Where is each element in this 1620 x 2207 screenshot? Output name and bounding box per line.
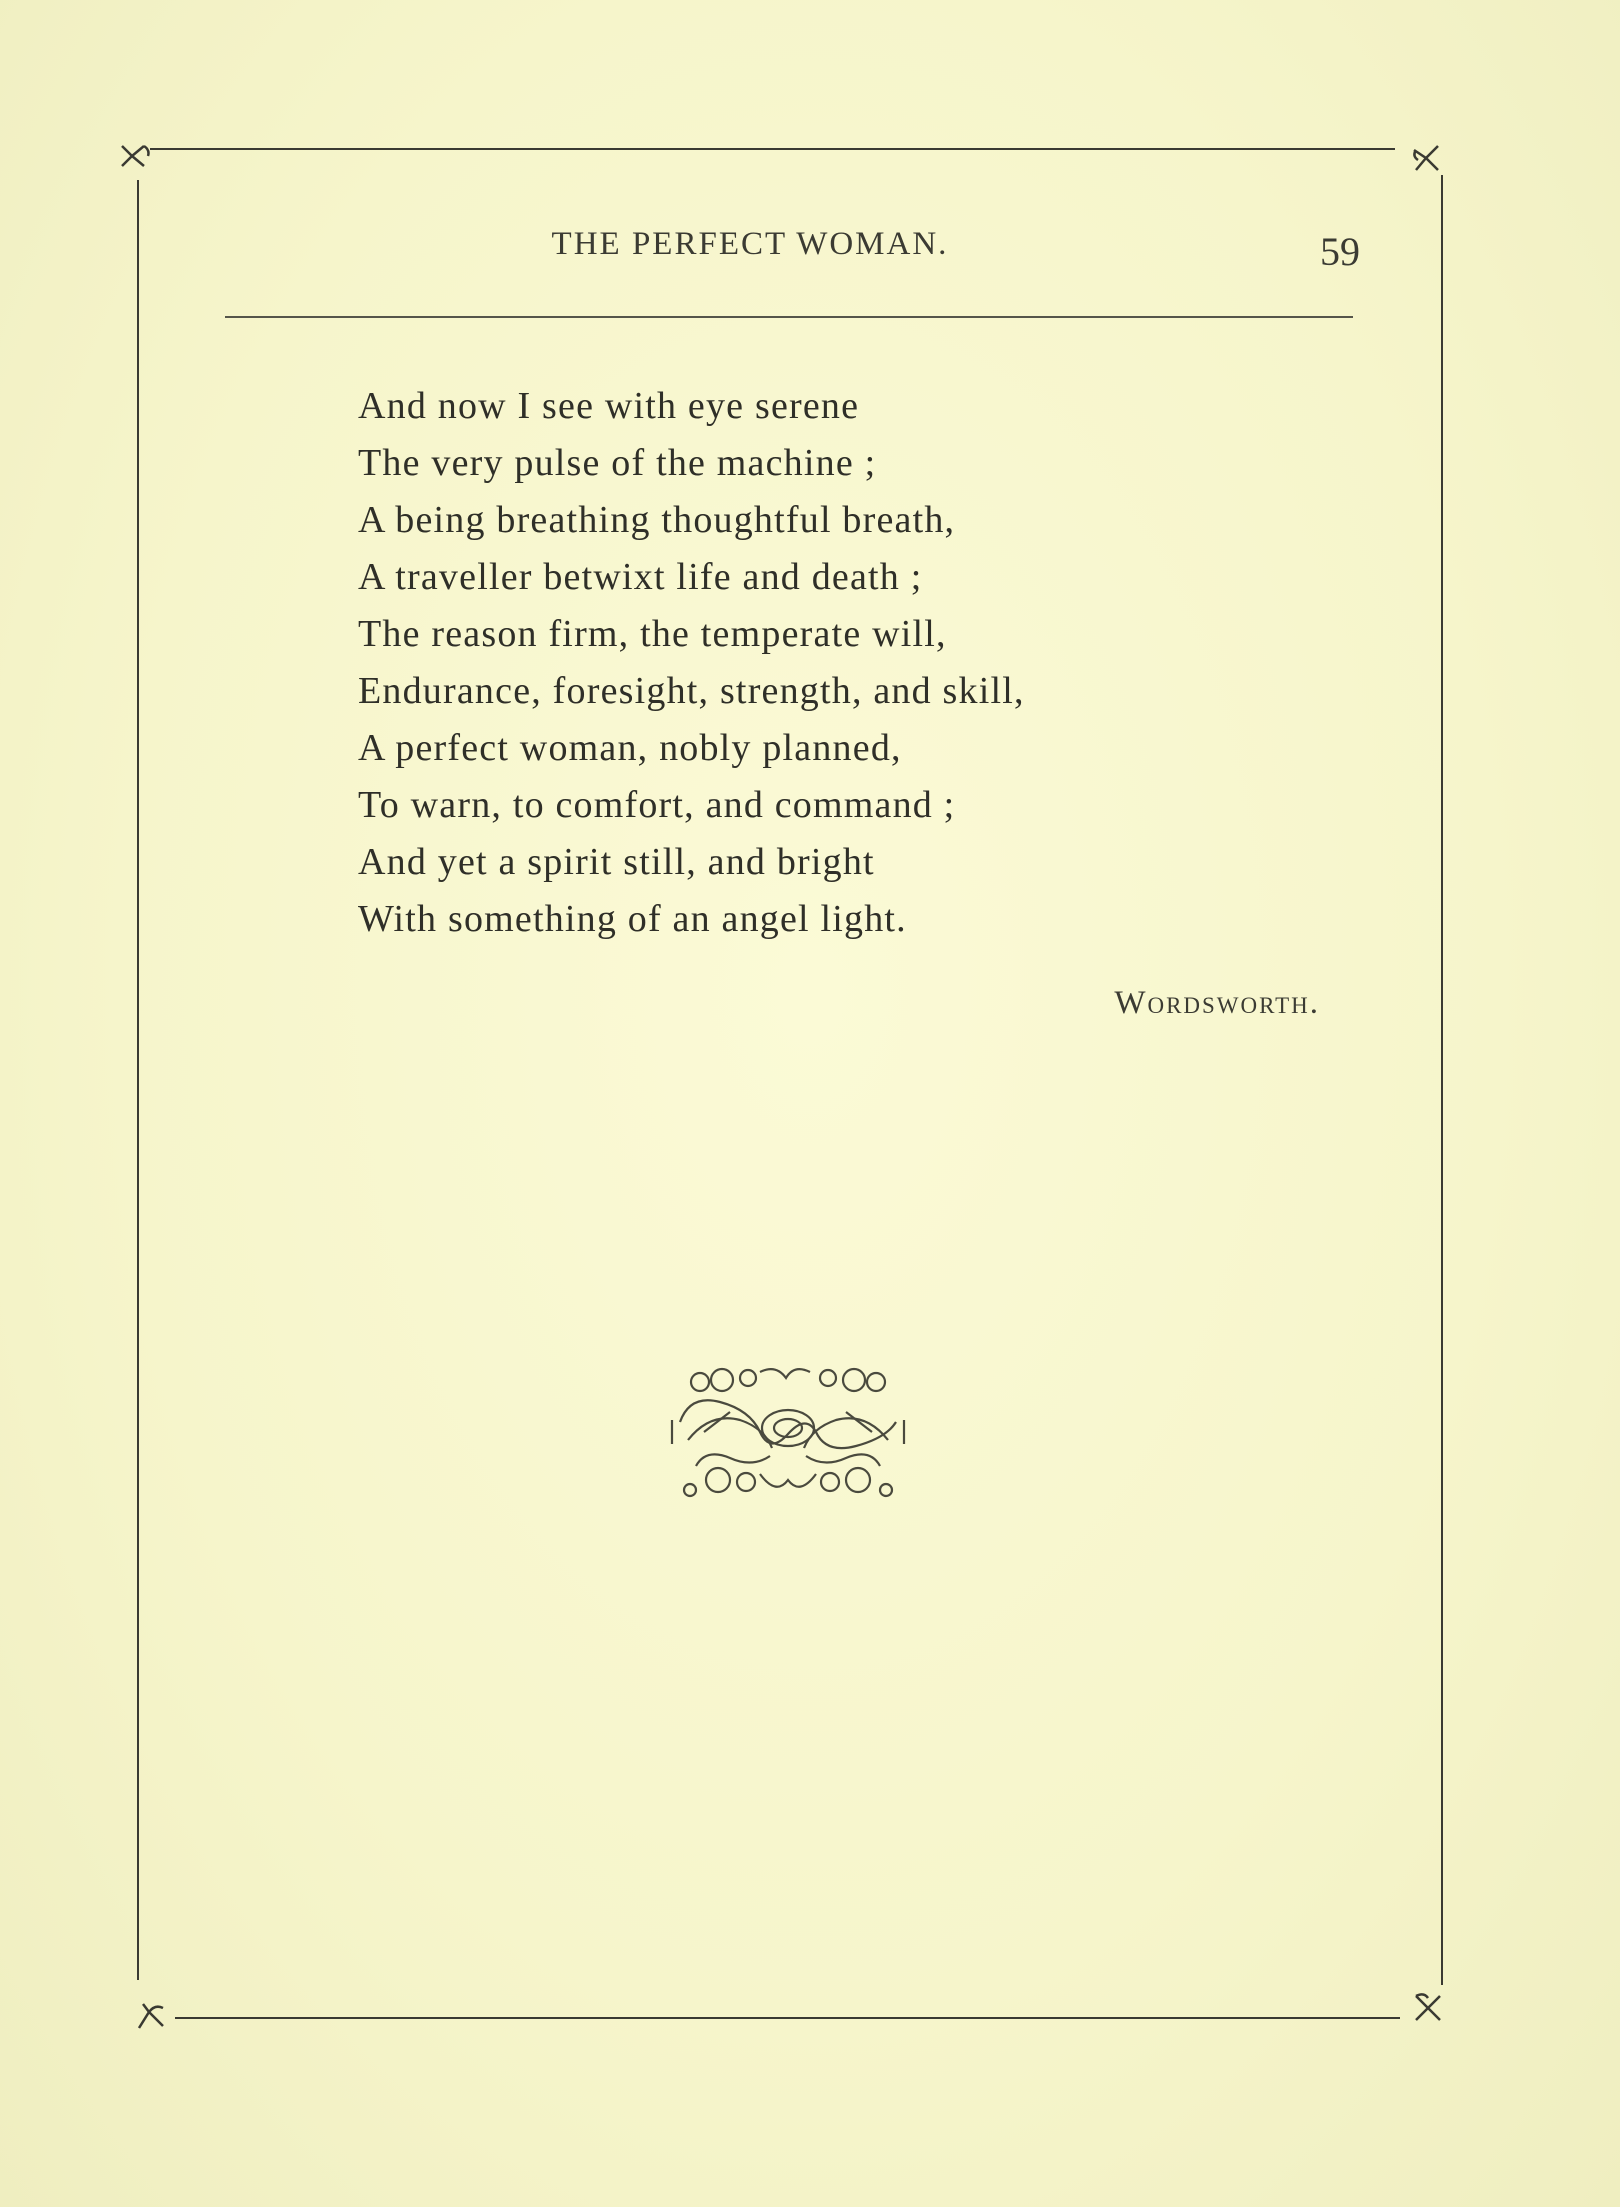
poem-line: The very pulse of the machine ;	[358, 442, 877, 484]
running-head: THE PERFECT WOMAN.	[551, 226, 949, 262]
poem-line: And now I see with eye serene	[358, 385, 860, 427]
poem-attribution: Wordsworth.	[1114, 985, 1320, 1021]
scrollwork-ornament-icon	[660, 1362, 916, 1512]
poem-line: And yet a spirit still, and bright	[358, 841, 875, 883]
poem-line: Endurance, foresight, strength, and skill,	[358, 670, 1025, 712]
frame-bottom-rule	[175, 2017, 1400, 2019]
poem-line: A traveller betwixt life and death ;	[358, 556, 923, 598]
corner-flourish-icon	[133, 1998, 169, 2034]
corner-flourish-icon	[118, 138, 154, 174]
header-rule	[225, 316, 1353, 318]
poem-line: A being breathing thoughtful breath,	[358, 499, 956, 541]
corner-flourish-icon	[1410, 1990, 1446, 2026]
poem-stanza	[358, 378, 1358, 948]
page-number: 59	[1320, 229, 1360, 274]
poem-line: To warn, to comfort, and command ;	[358, 784, 956, 826]
poem-line: The reason firm, the temperate will,	[358, 613, 947, 655]
frame-right-rule	[1441, 175, 1443, 1985]
frame-top-rule	[150, 148, 1395, 150]
frame-left-rule	[137, 180, 139, 1980]
corner-flourish-icon	[1408, 140, 1444, 176]
poem-line: A perfect woman, nobly planned,	[358, 727, 902, 769]
poem-line: With something of an angel light.	[358, 898, 907, 940]
